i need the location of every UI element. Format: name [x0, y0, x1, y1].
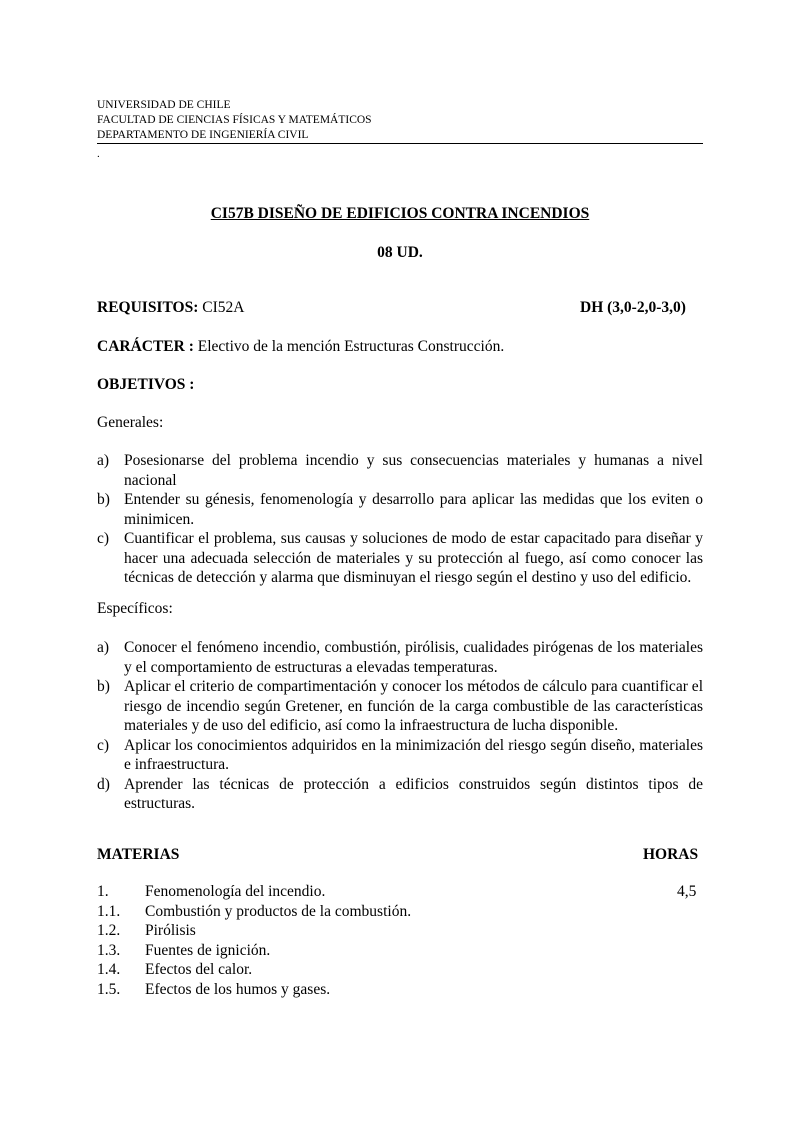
- subject-row: [97, 941, 703, 961]
- requisites-line: [97, 299, 244, 317]
- list-item-text: Aplicar los conocimientos adquiridos en la minimización del riesgo según diseño, materiales e infraestructura.: [124, 736, 703, 773]
- list-marker: b): [97, 491, 110, 508]
- subject-row: [97, 882, 703, 902]
- subject-number: 1.2.: [97, 922, 121, 939]
- course-title: CI57B DISEÑO DE EDIFICIOS CONTRA INCENDIOS: [210, 205, 590, 222]
- requisites-value: CI52A: [198, 299, 245, 316]
- list-item: [97, 638, 703, 677]
- faculty-name: FACULTAD DE CIENCIAS FÍSICAS Y MATEMÁTICOS: [97, 114, 372, 126]
- objectives-heading: OBJETIVOS :: [97, 376, 195, 393]
- list-item: [97, 736, 703, 775]
- subject-number: 1.1.: [97, 902, 121, 920]
- dh-hours: DH (3,0-2,0-3,0): [580, 299, 686, 316]
- list-item-text: Conocer el fenómeno incendio, combustión, pirólisis, cualidades pirógenas de los materiales y el comportamiento de estructuras a elevadas temperaturas.: [124, 639, 703, 676]
- list-marker: b): [97, 678, 110, 695]
- requisites-label: REQUISITOS:: [97, 299, 199, 316]
- subjects-list: [97, 882, 703, 999]
- subjects-heading: MATERIAS: [97, 846, 180, 863]
- subject-text: Combustión y productos de la combustión.: [145, 902, 412, 920]
- subject-text: Pirólisis: [145, 922, 196, 939]
- general-objectives-list: [97, 451, 703, 588]
- list-item-text: Posesionarse del problema incendio y sus consecuencias materiales y humanas a nivel nacional: [124, 452, 703, 489]
- list-marker: c): [97, 530, 110, 547]
- subject-text: Fenomenología del incendio.: [145, 883, 326, 900]
- character-value: Electivo de la mención Estructuras Construcción.: [193, 338, 505, 355]
- subject-row: [97, 960, 703, 980]
- subject-text: Efectos de los humos y gases.: [145, 980, 331, 998]
- subject-text: Efectos del calor.: [145, 961, 253, 978]
- list-marker: a): [97, 639, 110, 656]
- list-item: [97, 451, 703, 490]
- list-item: [97, 677, 703, 736]
- subject-row: [97, 921, 703, 941]
- list-item-text: Entender su génesis, fenomenología y desarrollo para aplicar las medidas que los eviten o minimicen.: [124, 491, 703, 528]
- subject-number: 1.: [97, 883, 109, 900]
- list-marker: d): [97, 775, 110, 793]
- list-marker: c): [97, 736, 110, 754]
- subject-number: 1.4.: [97, 961, 121, 978]
- list-item: [97, 775, 703, 814]
- header-dot: .: [97, 148, 100, 160]
- specific-objectives-heading: Específicos:: [97, 600, 173, 617]
- list-item: [97, 490, 703, 529]
- character-line: [97, 338, 504, 356]
- subject-row: [97, 902, 703, 922]
- list-item-text: Aplicar el criterio de compartimentación y conocer los métodos de cálculo para cuantificar el riesgo de incendio según Gretener, en función de la carga combustible de las características materiales y de uso del edificio, así como la infraestructura de lucha disponible.: [124, 678, 703, 734]
- course-units: 08 UD.: [377, 244, 423, 261]
- list-marker: a): [97, 452, 110, 469]
- list-item-text: Cuantificar el problema, sus causas y soluciones de modo de estar capacitado para diseñar y hacer una adecuada selección de materiales y su protección al fuego, así como conocer las técnicas de detección y alarma que disminuyan el riesgo según el destino y uso del edificio.: [124, 530, 703, 586]
- list-item: [97, 529, 703, 588]
- subject-row: [97, 980, 703, 1000]
- character-label: CARÁCTER :: [97, 338, 194, 355]
- specific-objectives-list: [97, 638, 703, 814]
- general-objectives-heading: Generales:: [97, 414, 164, 431]
- subject-number: 1.5.: [97, 980, 121, 998]
- subject-number: 1.3.: [97, 941, 121, 959]
- subject-text: Fuentes de ignición.: [145, 941, 271, 959]
- subject-hours: 4,5: [677, 883, 697, 900]
- university-name: UNIVERSIDAD DE CHILE: [97, 99, 231, 111]
- department-name: DEPARTAMENTO DE INGENIERÍA CIVIL: [97, 127, 703, 144]
- hours-heading: HORAS: [643, 846, 699, 863]
- list-item-text: Aprender las técnicas de protección a edificios construidos según distintos tipos de estructuras.: [124, 775, 703, 812]
